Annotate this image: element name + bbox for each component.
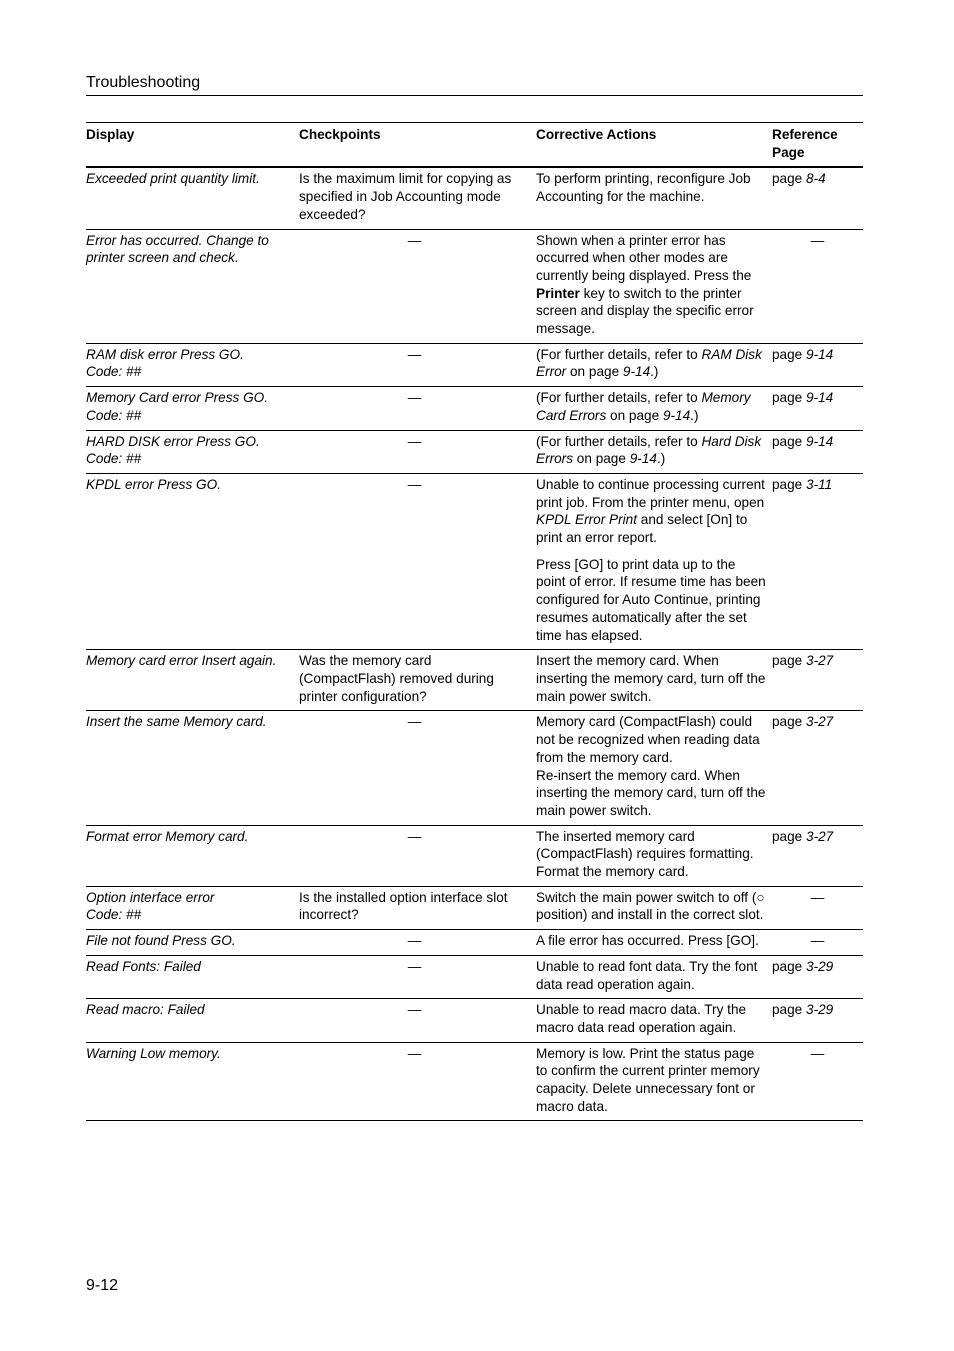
corrective-action-text [536, 170, 766, 205]
action-text-segment: .) [656, 451, 666, 467]
reference-page-cell [772, 387, 863, 430]
action-text-segment: and select [On] to print an error report. [536, 512, 748, 546]
display-message: Memory Card error Press GO. Code: ## [86, 390, 269, 423]
corrective-action-text [536, 652, 766, 705]
checkpoint-cell: — [407, 433, 422, 449]
action-text-segment: 9-14 [662, 407, 691, 423]
table-row [86, 930, 863, 956]
corrective-action-text [536, 232, 766, 338]
reference-page-cell: — [810, 933, 825, 949]
table-row [86, 473, 863, 649]
column-header-reference-page: Reference Page [772, 127, 838, 160]
reference-page-number: 8-4 [806, 171, 826, 187]
display-message: Error has occurred. Change to printer screen and check. [86, 232, 269, 266]
table-row [86, 886, 863, 929]
reference-page-number: 3-27 [806, 714, 834, 730]
reference-page-number: 9-14 [806, 433, 834, 449]
action-text-segment: Memory card (CompactFlash) could not be recognized when reading data from the memory card. Re-insert the memory card. When inserting the memory card, turn off the main power switch. [536, 714, 766, 818]
corrective-action-text [536, 1001, 766, 1036]
action-text-segment: Switch the main power switch to off (○ position) and install in the correct slot. [536, 889, 765, 923]
action-text-segment: .) [650, 364, 659, 380]
checkpoint-cell: Was the memory card (CompactFlash) removed during printer configuration? [299, 653, 494, 704]
checkpoint-cell: — [407, 476, 422, 492]
action-text-segment: To perform printing, reconfigure Job Accounting for the machine. [536, 171, 751, 205]
corrective-action-text [536, 958, 766, 993]
display-message: HARD DISK error Press GO. Code: ## [86, 433, 260, 467]
display-message: Format error Memory card. [86, 828, 249, 844]
reference-page-cell [772, 711, 863, 825]
table-row [86, 825, 863, 886]
corrective-action-text [536, 713, 766, 819]
corrective-action-text [536, 433, 766, 468]
reference-page-number: 3-11 [806, 476, 833, 492]
corrective-action-cell [536, 387, 772, 430]
action-text-segment: Printer [536, 285, 580, 301]
reference-page-cell: — [810, 232, 825, 248]
action-text-segment: .) [690, 407, 699, 423]
reference-page-cell [772, 430, 863, 473]
corrective-action-cell [536, 955, 772, 998]
reference-page-prefix: page [772, 476, 803, 492]
reference-page-cell: — [810, 1045, 825, 1061]
reference-page-prefix: page [772, 1002, 803, 1018]
table-row [86, 167, 863, 229]
checkpoint-cell: — [407, 958, 422, 974]
display-message: Exceeded print quantity limit. [86, 171, 260, 187]
table-body [86, 167, 863, 1121]
action-text-segment: Unable to read macro data. Try the macro data read operation again. [536, 1002, 747, 1035]
checkpoint-cell: Is the installed option interface slot incorrect? [299, 889, 508, 923]
page-number: 9-12 [86, 1277, 119, 1294]
reference-page-cell: — [810, 889, 825, 905]
action-text-segment: Insert the memory card. When inserting the memory card, turn off the main power switch. [536, 653, 766, 704]
reference-page-cell [772, 167, 863, 229]
corrective-action-cell [536, 167, 772, 229]
table-row [86, 955, 863, 998]
action-text-segment: on page [566, 364, 623, 380]
corrective-action-cell [536, 229, 772, 343]
reference-page-number: 9-14 [806, 346, 834, 362]
display-message: Read Fonts: Failed [86, 958, 201, 974]
checkpoint-cell: — [407, 714, 422, 730]
corrective-action-cell [536, 886, 772, 929]
reference-page-number: 9-14 [806, 390, 834, 406]
reference-page-prefix: page [772, 653, 803, 669]
table-row [86, 343, 863, 386]
checkpoint-cell: Is the maximum limit for copying as specified in Job Accounting mode exceeded? [299, 171, 512, 222]
checkpoint-cell: — [407, 933, 422, 949]
display-message: Warning Low memory. [86, 1045, 221, 1061]
corrective-action-cell [536, 825, 772, 886]
table-header-row [86, 123, 863, 168]
corrective-action-text [536, 389, 766, 424]
checkpoint-cell: — [407, 1002, 422, 1018]
reference-page-cell [772, 999, 863, 1042]
checkpoint-cell: — [407, 1045, 422, 1061]
display-message: File not found Press GO. [86, 933, 236, 949]
corrective-action-cell [536, 343, 772, 386]
action-text-segment: Hard Disk Errors [536, 433, 762, 467]
action-text-segment: RAM Disk Error [536, 346, 762, 380]
corrective-action-text [536, 346, 766, 381]
action-text-segment: Memory Card Errors [536, 390, 751, 423]
corrective-action-text-2: Press [GO] to print data up to the point of error. If resume time has been configured for Auto Continue, printing resumes automatically after the set time has elapsed. [536, 556, 766, 643]
reference-page-number: 3-29 [806, 1002, 834, 1018]
action-text-segment: on page [573, 451, 630, 467]
corrective-action-text [536, 476, 766, 547]
corrective-action-text [536, 889, 766, 924]
reference-page-cell [772, 955, 863, 998]
reference-page-number: 3-27 [806, 828, 834, 844]
reference-page-prefix: page [772, 433, 803, 449]
corrective-action-text [536, 828, 766, 881]
display-message: Option interface error Code: ## [86, 889, 215, 923]
reference-page-prefix: page [772, 171, 803, 187]
action-text-segment: Unable to read font data. Try the font data read operation again. [536, 958, 758, 992]
action-text-segment: (For further details, refer to [536, 433, 702, 449]
reference-page-prefix: page [772, 714, 803, 730]
checkpoint-cell: — [407, 828, 422, 844]
table-row [86, 999, 863, 1042]
table-row [86, 650, 863, 711]
action-text-segment: key to switch to the printer screen and display the specific error message. [536, 285, 754, 337]
reference-page-number: 3-29 [806, 958, 834, 974]
reference-page-cell [772, 343, 863, 386]
action-text-segment: 9-14 [629, 451, 657, 467]
corrective-action-cell [536, 999, 772, 1042]
troubleshooting-table [86, 122, 863, 1121]
reference-page-number: 3-27 [806, 653, 834, 669]
checkpoint-cell: — [407, 390, 422, 406]
reference-page-prefix: page [772, 346, 803, 362]
corrective-action-cell [536, 430, 772, 473]
checkpoint-cell: — [407, 346, 422, 362]
display-message: KPDL error Press GO. [86, 476, 221, 492]
corrective-action-cell [536, 1042, 772, 1121]
display-message: Insert the same Memory card. [86, 714, 267, 730]
section-header: Troubleshooting [86, 73, 863, 96]
corrective-action-text [536, 1045, 766, 1116]
checkpoint-cell: — [407, 232, 422, 248]
display-message: Read macro: Failed [86, 1002, 205, 1018]
table-row [86, 229, 863, 343]
corrective-action-cell [536, 650, 772, 711]
action-text-segment: 9-14 [622, 364, 651, 380]
action-text-segment: KPDL Error Print [536, 512, 637, 528]
corrective-action-cell [536, 711, 772, 825]
action-text-segment: Memory is low. Print the status page to confirm the current printer memory capacity. Delete unnecessary font or macro data. [536, 1045, 760, 1114]
table-row [86, 1042, 863, 1121]
reference-page-cell [772, 650, 863, 711]
reference-page-cell [772, 825, 863, 886]
table-row [86, 430, 863, 473]
reference-page-prefix: page [772, 390, 803, 406]
reference-page-prefix: page [772, 958, 803, 974]
reference-page-cell [772, 473, 863, 649]
action-text-segment: (For further details, refer to [536, 346, 702, 362]
reference-page-prefix: page [772, 828, 803, 844]
action-text-segment: (For further details, refer to [536, 390, 702, 406]
table-row [86, 711, 863, 825]
action-text-segment: A file error has occurred. Press [GO]. [536, 933, 759, 949]
table-row [86, 387, 863, 430]
action-text-segment: Shown when a printer error has occurred when other modes are currently being displayed. Press the [536, 232, 752, 283]
corrective-action-text [536, 932, 766, 950]
corrective-action-cell [536, 473, 772, 649]
column-header-corrective-actions: Corrective Actions [536, 127, 657, 142]
display-message: RAM disk error Press GO. Code: ## [86, 346, 244, 380]
action-text-segment: The inserted memory card (CompactFlash) requires formatting. Format the memory card. [536, 828, 754, 880]
action-text-segment: Unable to continue processing current print job. From the printer menu, open [536, 476, 765, 510]
column-header-checkpoints: Checkpoints [299, 127, 381, 142]
action-text-segment: on page [606, 407, 663, 423]
display-message: Memory card error Insert again. [86, 653, 277, 669]
column-header-display: Display [86, 127, 135, 142]
corrective-action-cell [536, 930, 772, 956]
